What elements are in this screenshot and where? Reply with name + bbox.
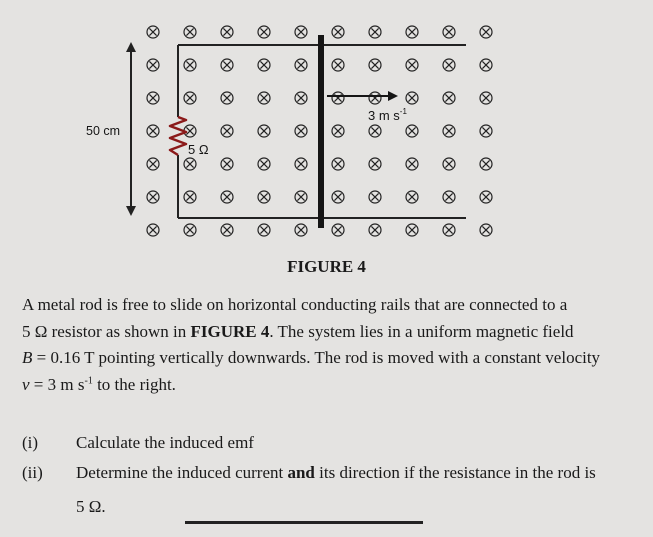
field-into-page-icon <box>480 59 492 71</box>
velocity-label: 3 m s <box>368 108 400 123</box>
field-into-page-icon <box>295 92 307 104</box>
velocity-exponent: -1 <box>399 107 407 116</box>
field-into-page-icon <box>221 26 233 38</box>
field-variable: B <box>22 348 33 367</box>
length-label: 50 cm <box>86 124 121 138</box>
metal-rod <box>318 35 324 228</box>
field-into-page-icon <box>332 158 344 170</box>
bold-and: and <box>287 463 315 482</box>
field-into-page-icon <box>221 158 233 170</box>
field-into-page-icon <box>332 92 344 104</box>
field-into-page-icon <box>369 92 381 104</box>
question-ii-number: (ii) <box>22 463 43 482</box>
field-into-page-icon <box>221 92 233 104</box>
field-into-page-icon <box>406 158 418 170</box>
field-into-page-icon <box>221 59 233 71</box>
figure-4-diagram <box>0 0 653 255</box>
question-ii-text: Determine the induced current and its direction if the resistance in the rod is <box>76 463 596 482</box>
field-into-page-icon <box>295 224 307 236</box>
field-into-page-icon <box>147 191 159 203</box>
field-into-page-icon <box>406 26 418 38</box>
field-into-page-icon <box>443 26 455 38</box>
field-into-page-icon <box>443 92 455 104</box>
field-into-page-icon <box>295 158 307 170</box>
field-into-page-icon <box>147 92 159 104</box>
velocity-arrowhead <box>388 91 398 101</box>
field-into-page-icon <box>147 224 159 236</box>
field-into-page-icon <box>258 26 270 38</box>
length-arrowhead-up <box>126 42 136 52</box>
figure-reference: FIGURE 4 <box>190 321 270 341</box>
field-into-page-icon <box>295 125 307 137</box>
svg-text:3 m s-1 <box>368 107 407 123</box>
field-into-page-icon <box>443 158 455 170</box>
field-into-page-icon <box>480 92 492 104</box>
question-i-text: Calculate the induced emf <box>76 433 254 452</box>
paragraph-line-3: B = 0.16 T pointing vertically downwards. The rod is moved with a constant velocity <box>22 348 601 367</box>
field-into-page-icon <box>443 125 455 137</box>
field-into-page-icon <box>184 92 196 104</box>
field-into-page-icon <box>295 191 307 203</box>
field-into-page-icon <box>258 125 270 137</box>
field-into-page-icon <box>147 26 159 38</box>
field-into-page-icon <box>258 59 270 71</box>
field-into-page-icon <box>480 125 492 137</box>
field-into-page-icon <box>184 26 196 38</box>
field-into-page-icon <box>221 125 233 137</box>
field-into-page-icon <box>184 59 196 71</box>
figure-caption: FIGURE 4 <box>287 257 366 276</box>
field-into-page-icon <box>480 26 492 38</box>
field-into-page-icon <box>480 158 492 170</box>
field-into-page-icon <box>406 125 418 137</box>
field-into-page-icon <box>406 191 418 203</box>
field-into-page-icon <box>332 191 344 203</box>
field-into-page-icon <box>443 59 455 71</box>
field-into-page-icon <box>480 224 492 236</box>
field-into-page-icon <box>332 59 344 71</box>
resistor-zigzag <box>170 117 186 155</box>
field-into-page-icon <box>369 26 381 38</box>
field-into-page-icon <box>258 158 270 170</box>
field-into-page-icon <box>443 191 455 203</box>
field-into-page-icon <box>369 224 381 236</box>
paragraph-line-1: A metal rod is free to slide on horizontal conducting rails that are connected to a <box>22 295 568 314</box>
field-into-page-icon <box>258 191 270 203</box>
field-into-page-icon <box>369 158 381 170</box>
field-into-page-icon <box>147 59 159 71</box>
field-into-page-icon <box>406 59 418 71</box>
field-into-page-icon <box>480 191 492 203</box>
field-into-page-icon <box>147 158 159 170</box>
question-i-number: (i) <box>22 433 39 452</box>
resistor-label: 5 Ω <box>188 142 209 157</box>
field-into-page-icon <box>406 92 418 104</box>
field-into-page-icon <box>369 191 381 203</box>
field-into-page-icon <box>221 224 233 236</box>
question-ii-continuation: 5 Ω. <box>76 497 106 516</box>
field-into-page-icon <box>258 224 270 236</box>
field-into-page-icon <box>147 125 159 137</box>
separator-line <box>185 521 423 524</box>
field-into-page-icon <box>184 224 196 236</box>
field-into-page-icon <box>332 26 344 38</box>
field-into-page-icon <box>332 125 344 137</box>
field-into-page-icon <box>295 59 307 71</box>
field-into-page-icon <box>184 158 196 170</box>
field-into-page-icon <box>406 224 418 236</box>
paragraph-line-4: v = 3 m $s^{-1}$ to the right. <box>22 374 176 394</box>
field-into-page-icon <box>184 191 196 203</box>
problem-paragraph <box>22 292 634 398</box>
field-into-page-icon <box>369 125 381 137</box>
paragraph-line-2: 5 Ω resistor as shown in FIGURE 4. The system lies in a uniform magnetic field <box>22 321 574 341</box>
field-into-page-icon <box>369 59 381 71</box>
velocity-variable: v <box>22 374 30 394</box>
field-into-page-icon <box>295 26 307 38</box>
length-arrowhead-down <box>126 206 136 216</box>
field-into-page-icon <box>332 224 344 236</box>
field-into-page-icon <box>258 92 270 104</box>
field-into-page-icon <box>443 224 455 236</box>
field-into-page-icon <box>221 191 233 203</box>
